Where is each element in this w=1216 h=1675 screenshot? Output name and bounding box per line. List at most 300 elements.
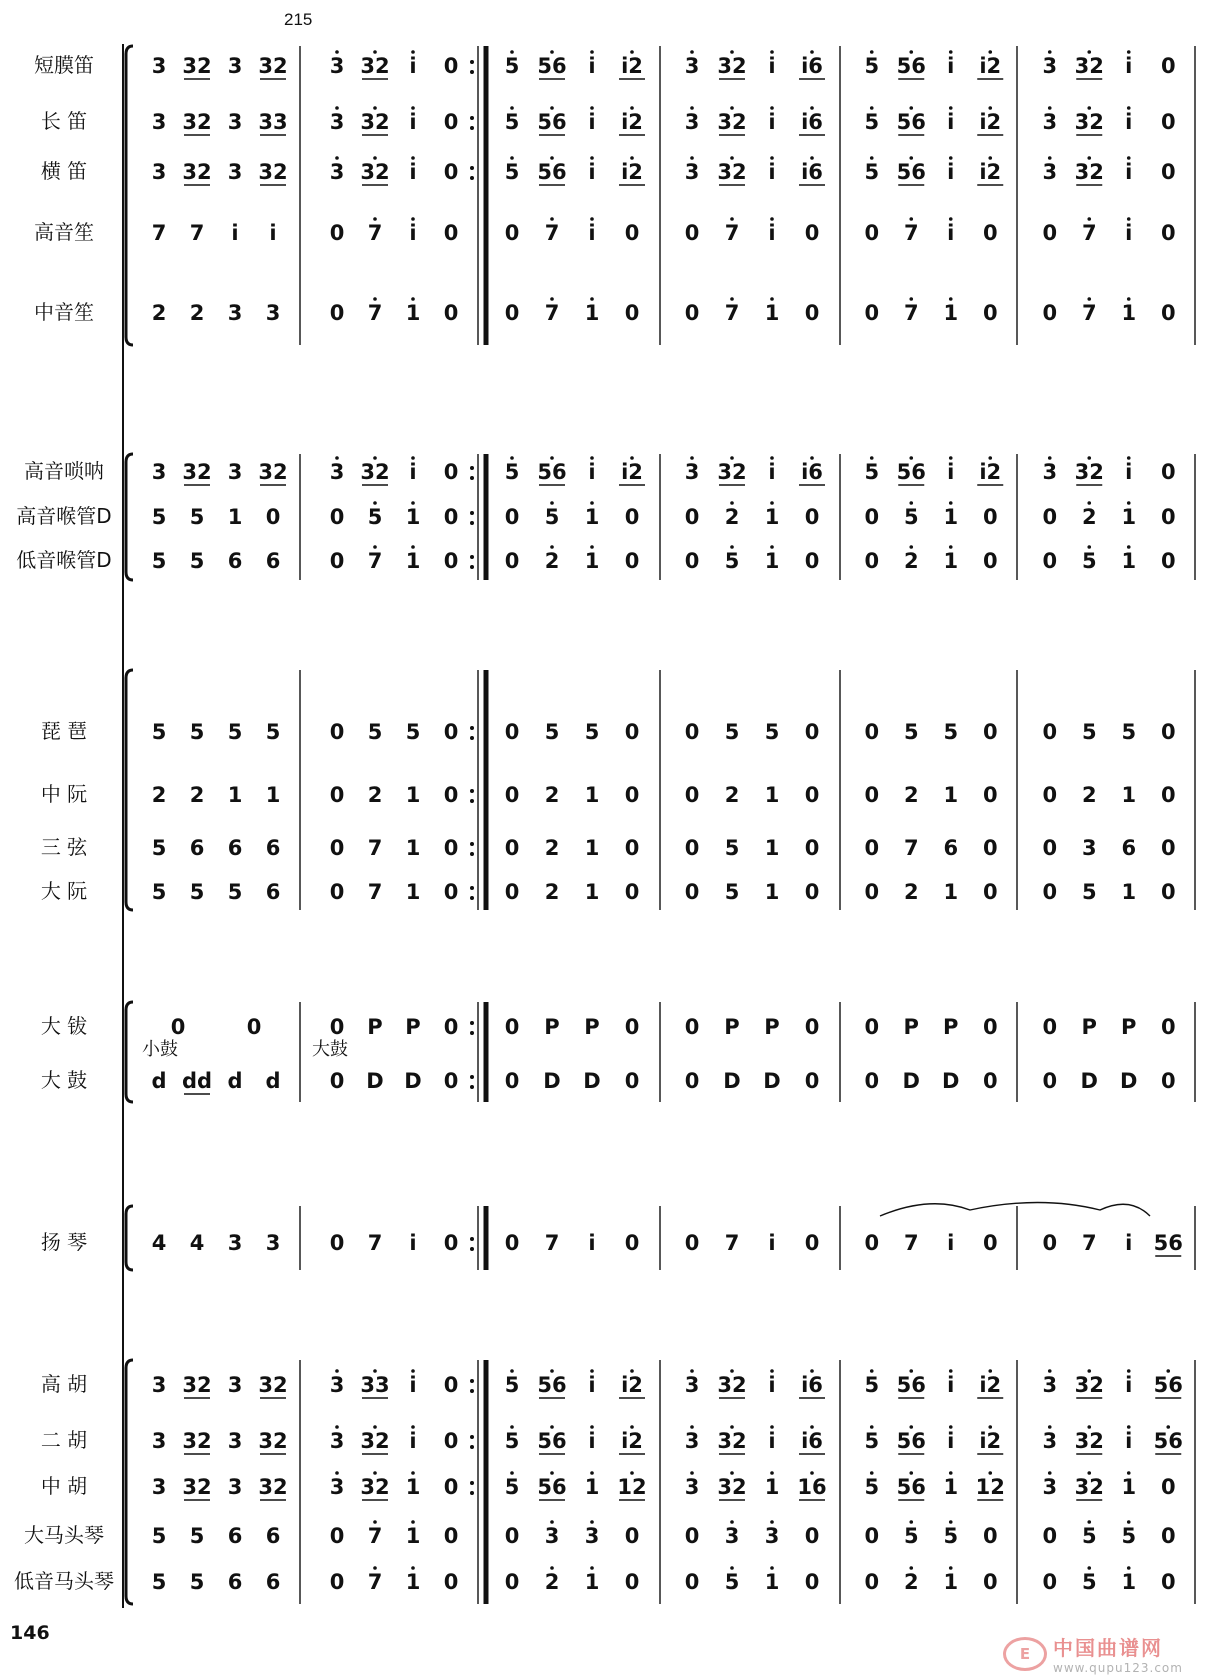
- note: i: [947, 221, 955, 245]
- note: 0: [624, 836, 640, 860]
- note: 6: [227, 836, 243, 860]
- site-logo-icon: E: [1003, 1637, 1047, 1671]
- note: i: [947, 1231, 955, 1255]
- note: 0: [443, 505, 459, 529]
- octave-dot: [590, 297, 594, 301]
- note: 7: [544, 221, 560, 245]
- octave-dot: [988, 1369, 992, 1373]
- instrument-label: 高 胡: [40, 1372, 88, 1396]
- repeat-dot: [470, 1075, 474, 1079]
- octave-dot: [909, 106, 913, 110]
- note: 0: [982, 1570, 998, 1594]
- note: 0: [624, 301, 640, 325]
- group-bracket: [126, 46, 133, 345]
- note: i: [947, 160, 955, 184]
- note: 1: [1121, 301, 1137, 325]
- note: i6: [801, 54, 823, 78]
- note: 3: [1042, 160, 1058, 184]
- note: 3: [329, 460, 345, 484]
- note: 5: [189, 1570, 205, 1594]
- octave-dot: [550, 456, 554, 460]
- note: 1: [265, 783, 281, 807]
- note: 0: [443, 110, 459, 134]
- octave-dot: [949, 1566, 953, 1570]
- octave-dot: [810, 50, 814, 54]
- note: 1: [584, 880, 600, 904]
- octave-dot: [730, 545, 734, 549]
- octave-dot: [1087, 545, 1091, 549]
- note: 32: [182, 1373, 212, 1397]
- note: 5: [367, 505, 383, 529]
- instrument-label: 大 鼓: [40, 1068, 88, 1092]
- octave-dot: [1127, 1369, 1131, 1373]
- note: 32: [360, 1475, 390, 1499]
- octave-dot: [411, 1520, 415, 1524]
- note: 32: [360, 160, 390, 184]
- octave-dot: [590, 50, 594, 54]
- note: 0: [329, 783, 345, 807]
- note: 2: [1081, 505, 1097, 529]
- note: 0: [864, 505, 880, 529]
- note: 1: [1121, 1570, 1137, 1594]
- note: 56: [896, 160, 926, 184]
- note: 0: [624, 880, 640, 904]
- octave-dot: [730, 1369, 734, 1373]
- note: 56: [896, 1429, 926, 1453]
- note: 0: [864, 221, 880, 245]
- note: 0: [1042, 1231, 1058, 1255]
- note: 7: [903, 301, 919, 325]
- note: 5: [189, 505, 205, 529]
- note: 0: [864, 783, 880, 807]
- octave-dot: [335, 1425, 339, 1429]
- note: i: [409, 110, 417, 134]
- note: 0: [265, 505, 281, 529]
- octave-dot: [770, 1520, 774, 1524]
- note: 0: [329, 1069, 345, 1093]
- note: 0: [982, 505, 998, 529]
- group-bracket: [126, 454, 133, 580]
- note: 0: [329, 221, 345, 245]
- note: 0: [443, 1015, 459, 1039]
- instrument-label: 高音笙: [34, 220, 94, 244]
- note: 0: [443, 836, 459, 860]
- octave-dot: [550, 1566, 554, 1570]
- note: 0: [1042, 1015, 1058, 1039]
- note: 7: [367, 549, 383, 573]
- note: 0: [864, 1231, 880, 1255]
- note: 2: [367, 783, 383, 807]
- note: 5: [864, 1429, 880, 1453]
- note: 1: [943, 1570, 959, 1594]
- note: 5: [1121, 1524, 1137, 1548]
- note: 0: [982, 1524, 998, 1548]
- note: 1: [405, 549, 421, 573]
- note: 0: [1042, 1524, 1058, 1548]
- note: 2: [544, 1570, 560, 1594]
- note: 0: [1160, 160, 1176, 184]
- octave-dot: [590, 1471, 594, 1475]
- octave-dot: [949, 1425, 953, 1429]
- repeat-dot: [470, 1435, 474, 1439]
- note: 0: [982, 1015, 998, 1039]
- note: 5: [903, 720, 919, 744]
- note: 5: [724, 549, 740, 573]
- repeat-dot: [470, 852, 474, 856]
- note: 5: [903, 1524, 919, 1548]
- note: 1: [764, 836, 780, 860]
- note: 2: [544, 549, 560, 573]
- octave-dot: [411, 1566, 415, 1570]
- note: 0: [329, 720, 345, 744]
- note: 0: [1042, 783, 1058, 807]
- octave-dot: [949, 156, 953, 160]
- note: i2: [621, 160, 643, 184]
- note: 0: [504, 301, 520, 325]
- note: 0: [982, 880, 998, 904]
- slur: [880, 1203, 1150, 1217]
- note: 1: [943, 505, 959, 529]
- octave-dot: [550, 1369, 554, 1373]
- note: i: [768, 460, 776, 484]
- note: 3: [329, 160, 345, 184]
- repeat-dot: [470, 1481, 474, 1485]
- note: D: [1120, 1069, 1138, 1093]
- note: 0: [804, 880, 820, 904]
- note: 3: [329, 110, 345, 134]
- octave-dot: [810, 1369, 814, 1373]
- note: 32: [258, 1373, 288, 1397]
- repeat-dot: [470, 466, 474, 470]
- octave-dot: [373, 297, 377, 301]
- note: 0: [1160, 460, 1176, 484]
- note: i: [947, 110, 955, 134]
- note: 3: [227, 54, 243, 78]
- note: 32: [360, 460, 390, 484]
- octave-dot: [411, 1471, 415, 1475]
- note: 0: [1042, 549, 1058, 573]
- note: 0: [1042, 505, 1058, 529]
- octave-dot: [373, 1369, 377, 1373]
- note: 0: [504, 720, 520, 744]
- note: 1: [943, 783, 959, 807]
- note: 0: [684, 1570, 700, 1594]
- note: 5: [504, 160, 520, 184]
- octave-dot: [550, 501, 554, 505]
- note: 3: [329, 1475, 345, 1499]
- octave-dot: [909, 50, 913, 54]
- note: 32: [1074, 1429, 1104, 1453]
- note: i6: [801, 110, 823, 134]
- note: 12: [617, 1475, 647, 1499]
- note: 0: [504, 880, 520, 904]
- note: i: [1125, 1429, 1133, 1453]
- note: 0: [1160, 1069, 1176, 1093]
- note: 56: [1153, 1231, 1183, 1255]
- note: 0: [624, 549, 640, 573]
- octave-dot: [1127, 545, 1131, 549]
- note: 5: [504, 1429, 520, 1453]
- note: 5: [189, 880, 205, 904]
- repeat-dot: [470, 1237, 474, 1241]
- note: 7: [903, 836, 919, 860]
- note: i: [588, 1429, 596, 1453]
- octave-dot: [411, 297, 415, 301]
- note: i: [588, 160, 596, 184]
- note: 7: [903, 221, 919, 245]
- note: 3: [227, 1373, 243, 1397]
- note: 2: [724, 505, 740, 529]
- octave-dot: [630, 1471, 634, 1475]
- drum-annotation: 大鼓: [312, 1039, 348, 1060]
- note: i2: [979, 1429, 1002, 1453]
- note: i: [269, 221, 277, 245]
- note: 56: [537, 1373, 567, 1397]
- note: 0: [864, 720, 880, 744]
- octave-dot: [373, 1471, 377, 1475]
- note: 1: [1121, 783, 1137, 807]
- note: 0: [864, 1570, 880, 1594]
- note: 0: [804, 1231, 820, 1255]
- octave-dot: [770, 156, 774, 160]
- note: 3: [265, 1231, 281, 1255]
- octave-dot: [870, 1425, 874, 1429]
- note: i: [588, 1373, 596, 1397]
- note: 56: [537, 1475, 567, 1499]
- note: 0: [1160, 54, 1176, 78]
- octave-dot: [630, 106, 634, 110]
- note: 0: [684, 1231, 700, 1255]
- note: 0: [329, 836, 345, 860]
- note: 0: [329, 1231, 345, 1255]
- octave-dot: [590, 1369, 594, 1373]
- note: 0: [684, 505, 700, 529]
- note: 3: [329, 54, 345, 78]
- note: 32: [360, 110, 390, 134]
- repeat-dot: [470, 1085, 474, 1089]
- note: 5: [1081, 1570, 1097, 1594]
- note: P: [584, 1015, 600, 1039]
- instrument-label: 低音马头琴: [14, 1569, 114, 1593]
- octave-dot: [1048, 1369, 1052, 1373]
- note: 5: [544, 720, 560, 744]
- octave-dot: [1048, 1425, 1052, 1429]
- note: 5: [1081, 549, 1097, 573]
- note: 5: [151, 505, 167, 529]
- note: 32: [717, 1373, 747, 1397]
- group-bracket: [126, 1360, 133, 1604]
- octave-dot: [590, 106, 594, 110]
- note: 0: [443, 460, 459, 484]
- note: 32: [1074, 1475, 1104, 1499]
- note: 2: [903, 549, 919, 573]
- note: 1: [1121, 1475, 1137, 1499]
- octave-dot: [1127, 1425, 1131, 1429]
- note: 2: [903, 880, 919, 904]
- note: 0: [443, 301, 459, 325]
- watermark-url: www.qupu123.com: [1053, 1661, 1183, 1675]
- note: 3: [151, 54, 167, 78]
- note: 0: [1160, 1475, 1176, 1499]
- octave-dot: [550, 1425, 554, 1429]
- note: i: [588, 460, 596, 484]
- note: 0: [1042, 301, 1058, 325]
- note: D: [366, 1069, 384, 1093]
- octave-dot: [335, 50, 339, 54]
- repeat-dot: [470, 60, 474, 64]
- octave-dot: [770, 297, 774, 301]
- octave-dot: [730, 1520, 734, 1524]
- note: 7: [367, 1570, 383, 1594]
- note: D: [1080, 1069, 1098, 1093]
- note: 0: [804, 836, 820, 860]
- note: 1: [764, 549, 780, 573]
- repeat-dot: [470, 1445, 474, 1449]
- note: 3: [684, 54, 700, 78]
- note: i6: [801, 160, 823, 184]
- note: i2: [979, 160, 1002, 184]
- note: 33: [258, 110, 288, 134]
- note: 3: [1081, 836, 1097, 860]
- octave-dot: [690, 50, 694, 54]
- note: 6: [943, 836, 959, 860]
- note: 1: [764, 783, 780, 807]
- octave-dot: [870, 1369, 874, 1373]
- note: i: [409, 1373, 417, 1397]
- note: 2: [1081, 783, 1097, 807]
- note: D: [583, 1069, 601, 1093]
- octave-dot: [1087, 1369, 1091, 1373]
- note: 4: [189, 1231, 205, 1255]
- note: 5: [367, 720, 383, 744]
- note: 1: [764, 1475, 780, 1499]
- note: 7: [544, 301, 560, 325]
- note: 3: [227, 1429, 243, 1453]
- note: 1: [405, 505, 421, 529]
- octave-dot: [1087, 1425, 1091, 1429]
- note: i: [588, 221, 596, 245]
- note: 0: [504, 221, 520, 245]
- note: 0: [804, 783, 820, 807]
- note: 0: [246, 1015, 262, 1039]
- note: i: [768, 110, 776, 134]
- octave-dot: [988, 106, 992, 110]
- octave-dot: [630, 456, 634, 460]
- octave-dot: [909, 1369, 913, 1373]
- note: 2: [151, 783, 167, 807]
- octave-dot: [335, 456, 339, 460]
- note: 0: [504, 836, 520, 860]
- watermark: [1003, 1632, 1183, 1675]
- note: 0: [443, 720, 459, 744]
- octave-dot: [1087, 1471, 1091, 1475]
- note: 0: [1160, 1524, 1176, 1548]
- octave-dot: [730, 1471, 734, 1475]
- note: 0: [329, 1524, 345, 1548]
- note: 6: [227, 1570, 243, 1594]
- repeat-dot: [470, 476, 474, 480]
- octave-dot: [1048, 1471, 1052, 1475]
- note: 0: [684, 783, 700, 807]
- note: i: [768, 1373, 776, 1397]
- repeat-dot: [470, 726, 474, 730]
- note: 0: [1042, 221, 1058, 245]
- instrument-label: 琵 琶: [40, 719, 88, 743]
- repeat-dot: [470, 842, 474, 846]
- note: 56: [537, 110, 567, 134]
- octave-dot: [730, 106, 734, 110]
- note: 1: [1121, 549, 1137, 573]
- note: P: [367, 1015, 383, 1039]
- instrument-label: 高音喉管D: [16, 504, 112, 528]
- octave-dot: [770, 50, 774, 54]
- note: 0: [329, 880, 345, 904]
- octave-dot: [949, 501, 953, 505]
- note: 0: [504, 1231, 520, 1255]
- note: 0: [329, 505, 345, 529]
- note: i2: [979, 460, 1002, 484]
- octave-dot: [988, 1425, 992, 1429]
- note: i6: [801, 1429, 823, 1453]
- note: 2: [189, 783, 205, 807]
- note: 0: [684, 1069, 700, 1093]
- note: d: [265, 1069, 281, 1093]
- note: 2: [189, 301, 205, 325]
- note: 32: [360, 54, 390, 78]
- note: 0: [804, 1524, 820, 1548]
- note: 0: [982, 221, 998, 245]
- note: i: [409, 460, 417, 484]
- group-bracket: [126, 1002, 133, 1102]
- note: i: [1125, 160, 1133, 184]
- repeat-dot: [470, 1389, 474, 1393]
- group-bracket: [126, 670, 133, 910]
- note: P: [405, 1015, 421, 1039]
- note: 5: [903, 505, 919, 529]
- note: D: [902, 1069, 920, 1093]
- octave-dot: [690, 456, 694, 460]
- note: 1: [943, 549, 959, 573]
- octave-dot: [909, 456, 913, 460]
- note: 3: [227, 1475, 243, 1499]
- note: 3: [265, 301, 281, 325]
- octave-dot: [909, 297, 913, 301]
- note: 0: [684, 301, 700, 325]
- octave-dot: [630, 50, 634, 54]
- note: 32: [717, 160, 747, 184]
- instrument-label: 长 笛: [40, 109, 88, 133]
- octave-dot: [1048, 50, 1052, 54]
- note: 6: [265, 880, 281, 904]
- note: 5: [189, 720, 205, 744]
- note: 32: [1074, 54, 1104, 78]
- note: 3: [227, 301, 243, 325]
- note: 0: [1160, 505, 1176, 529]
- octave-dot: [550, 545, 554, 549]
- octave-dot: [690, 106, 694, 110]
- note: 0: [864, 880, 880, 904]
- octave-dot: [1048, 156, 1052, 160]
- note: i2: [979, 54, 1002, 78]
- octave-dot: [870, 156, 874, 160]
- octave-dot: [770, 1471, 774, 1475]
- octave-dot: [909, 1425, 913, 1429]
- octave-dot: [1087, 156, 1091, 160]
- note: 5: [265, 720, 281, 744]
- note: 0: [443, 221, 459, 245]
- octave-dot: [373, 1520, 377, 1524]
- note: 1: [584, 1475, 600, 1499]
